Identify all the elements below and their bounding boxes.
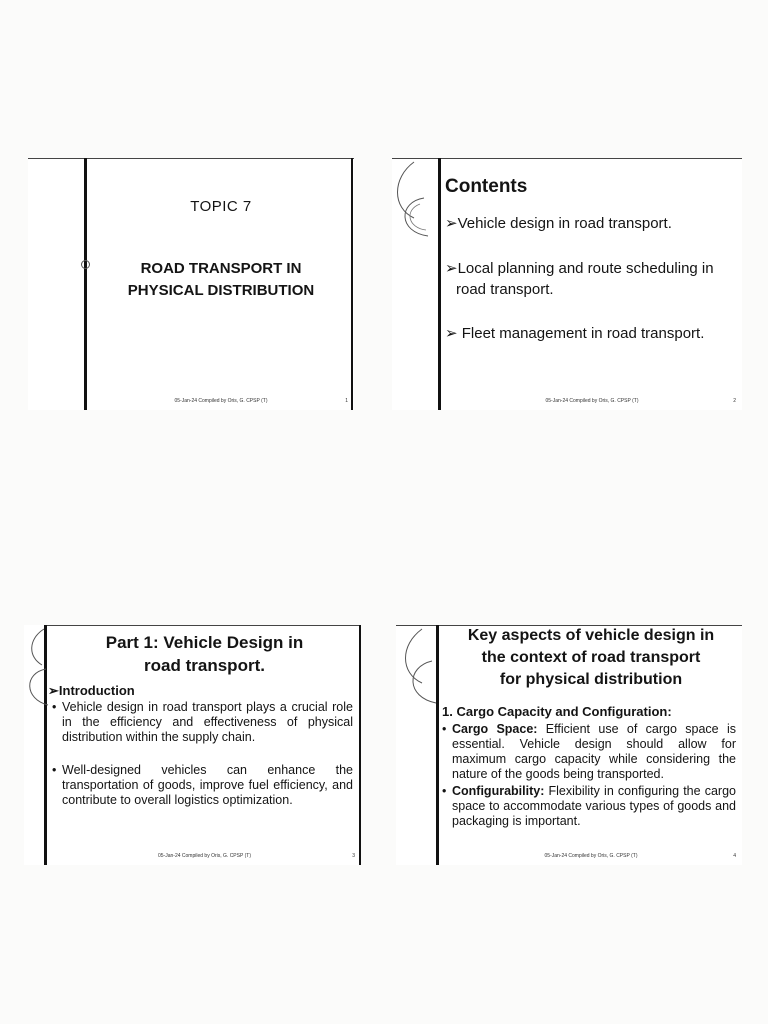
intro-bullet-list xyxy=(52,700,353,808)
contents-item-2: ➢Local planning and route scheduling in xyxy=(445,260,714,277)
slide-footer xyxy=(440,853,742,859)
slide-3 xyxy=(24,625,361,865)
slide-title-line-2: PHYSICAL DISTRIBUTION xyxy=(127,282,315,299)
page-number: 2 xyxy=(733,398,736,404)
slide-footer xyxy=(88,398,354,404)
configurability-label: Configurability: xyxy=(452,784,545,798)
contents-item-2-continued: road transport. xyxy=(456,281,554,298)
slide-title-line-2: the context of road transport xyxy=(481,649,701,666)
slide-left-rule xyxy=(84,158,87,410)
slide-4 xyxy=(396,625,742,865)
introduction-label: ➢Introduction xyxy=(48,683,135,698)
slide-2 xyxy=(392,158,742,410)
slide-top-border xyxy=(44,625,361,626)
page-number: 3 xyxy=(352,853,355,859)
slide-top-border xyxy=(392,158,742,159)
cargo-space-bullet xyxy=(442,722,736,782)
contents-item-1: ➢Vehicle design in road transport. xyxy=(445,215,672,232)
footer-text: 05-Jan-24 Compiled by Oris, G. CPSP (T) xyxy=(158,853,251,859)
footer-text: 05-Jan-24 Compiled by Oris, G. CPSP (T) xyxy=(544,853,638,859)
cargo-space-label: Cargo Space: xyxy=(452,722,538,736)
slide-title-line-1: Part 1: Vehicle Design in xyxy=(105,633,304,652)
slide-footer xyxy=(442,398,742,404)
page-number: 1 xyxy=(345,398,348,404)
slide-footer xyxy=(48,853,361,859)
configurability-bullet xyxy=(442,784,736,829)
footer-text: 05-Jan-24 Compiled by Oris, G. CPSP (T) xyxy=(174,398,268,404)
slide-title-line-3: for physical distribution xyxy=(499,671,683,688)
intro-bullet-2: • Well-designed vehicles can enhance the transportation of goods, improve fuel efficiency, and contribute to overall logistics optimization. xyxy=(52,763,353,808)
slide-title-line-1: Key aspects of vehicle design in xyxy=(467,627,715,644)
slide-title-line-1: ROAD TRANSPORT IN xyxy=(140,260,302,277)
slide-title-line-2: road transport. xyxy=(144,656,265,675)
footer-text: 05-Jan-24 Compiled by Oris, G. CPSP (T) xyxy=(545,398,639,404)
configurability-text: Flexibility in configuring the cargo space to accommodate various types of goods and packaging is important. xyxy=(452,784,736,828)
cargo-space-text: Efficient use of cargo space is essential. Vehicle design should allow for maximum cargo capacity while considering the nature of the goods being transported. xyxy=(452,722,736,781)
slide-1 xyxy=(28,158,354,410)
page-number: 4 xyxy=(733,853,736,859)
contents-item-3: ➢ Fleet management in road transport. xyxy=(445,325,705,342)
topic-label: TOPIC 7 xyxy=(190,198,252,215)
intro-bullet-1: • Vehicle design in road transport plays a crucial role in the efficiency and effectiveness of physical distribution within the supply chain. xyxy=(52,700,353,745)
slide-top-border xyxy=(28,158,354,159)
aspect-bullet-list xyxy=(442,722,736,829)
contents-heading: Contents xyxy=(445,176,528,197)
section-heading: 1. Cargo Capacity and Configuration: xyxy=(442,704,672,719)
decorative-swirl-icon xyxy=(392,158,444,248)
